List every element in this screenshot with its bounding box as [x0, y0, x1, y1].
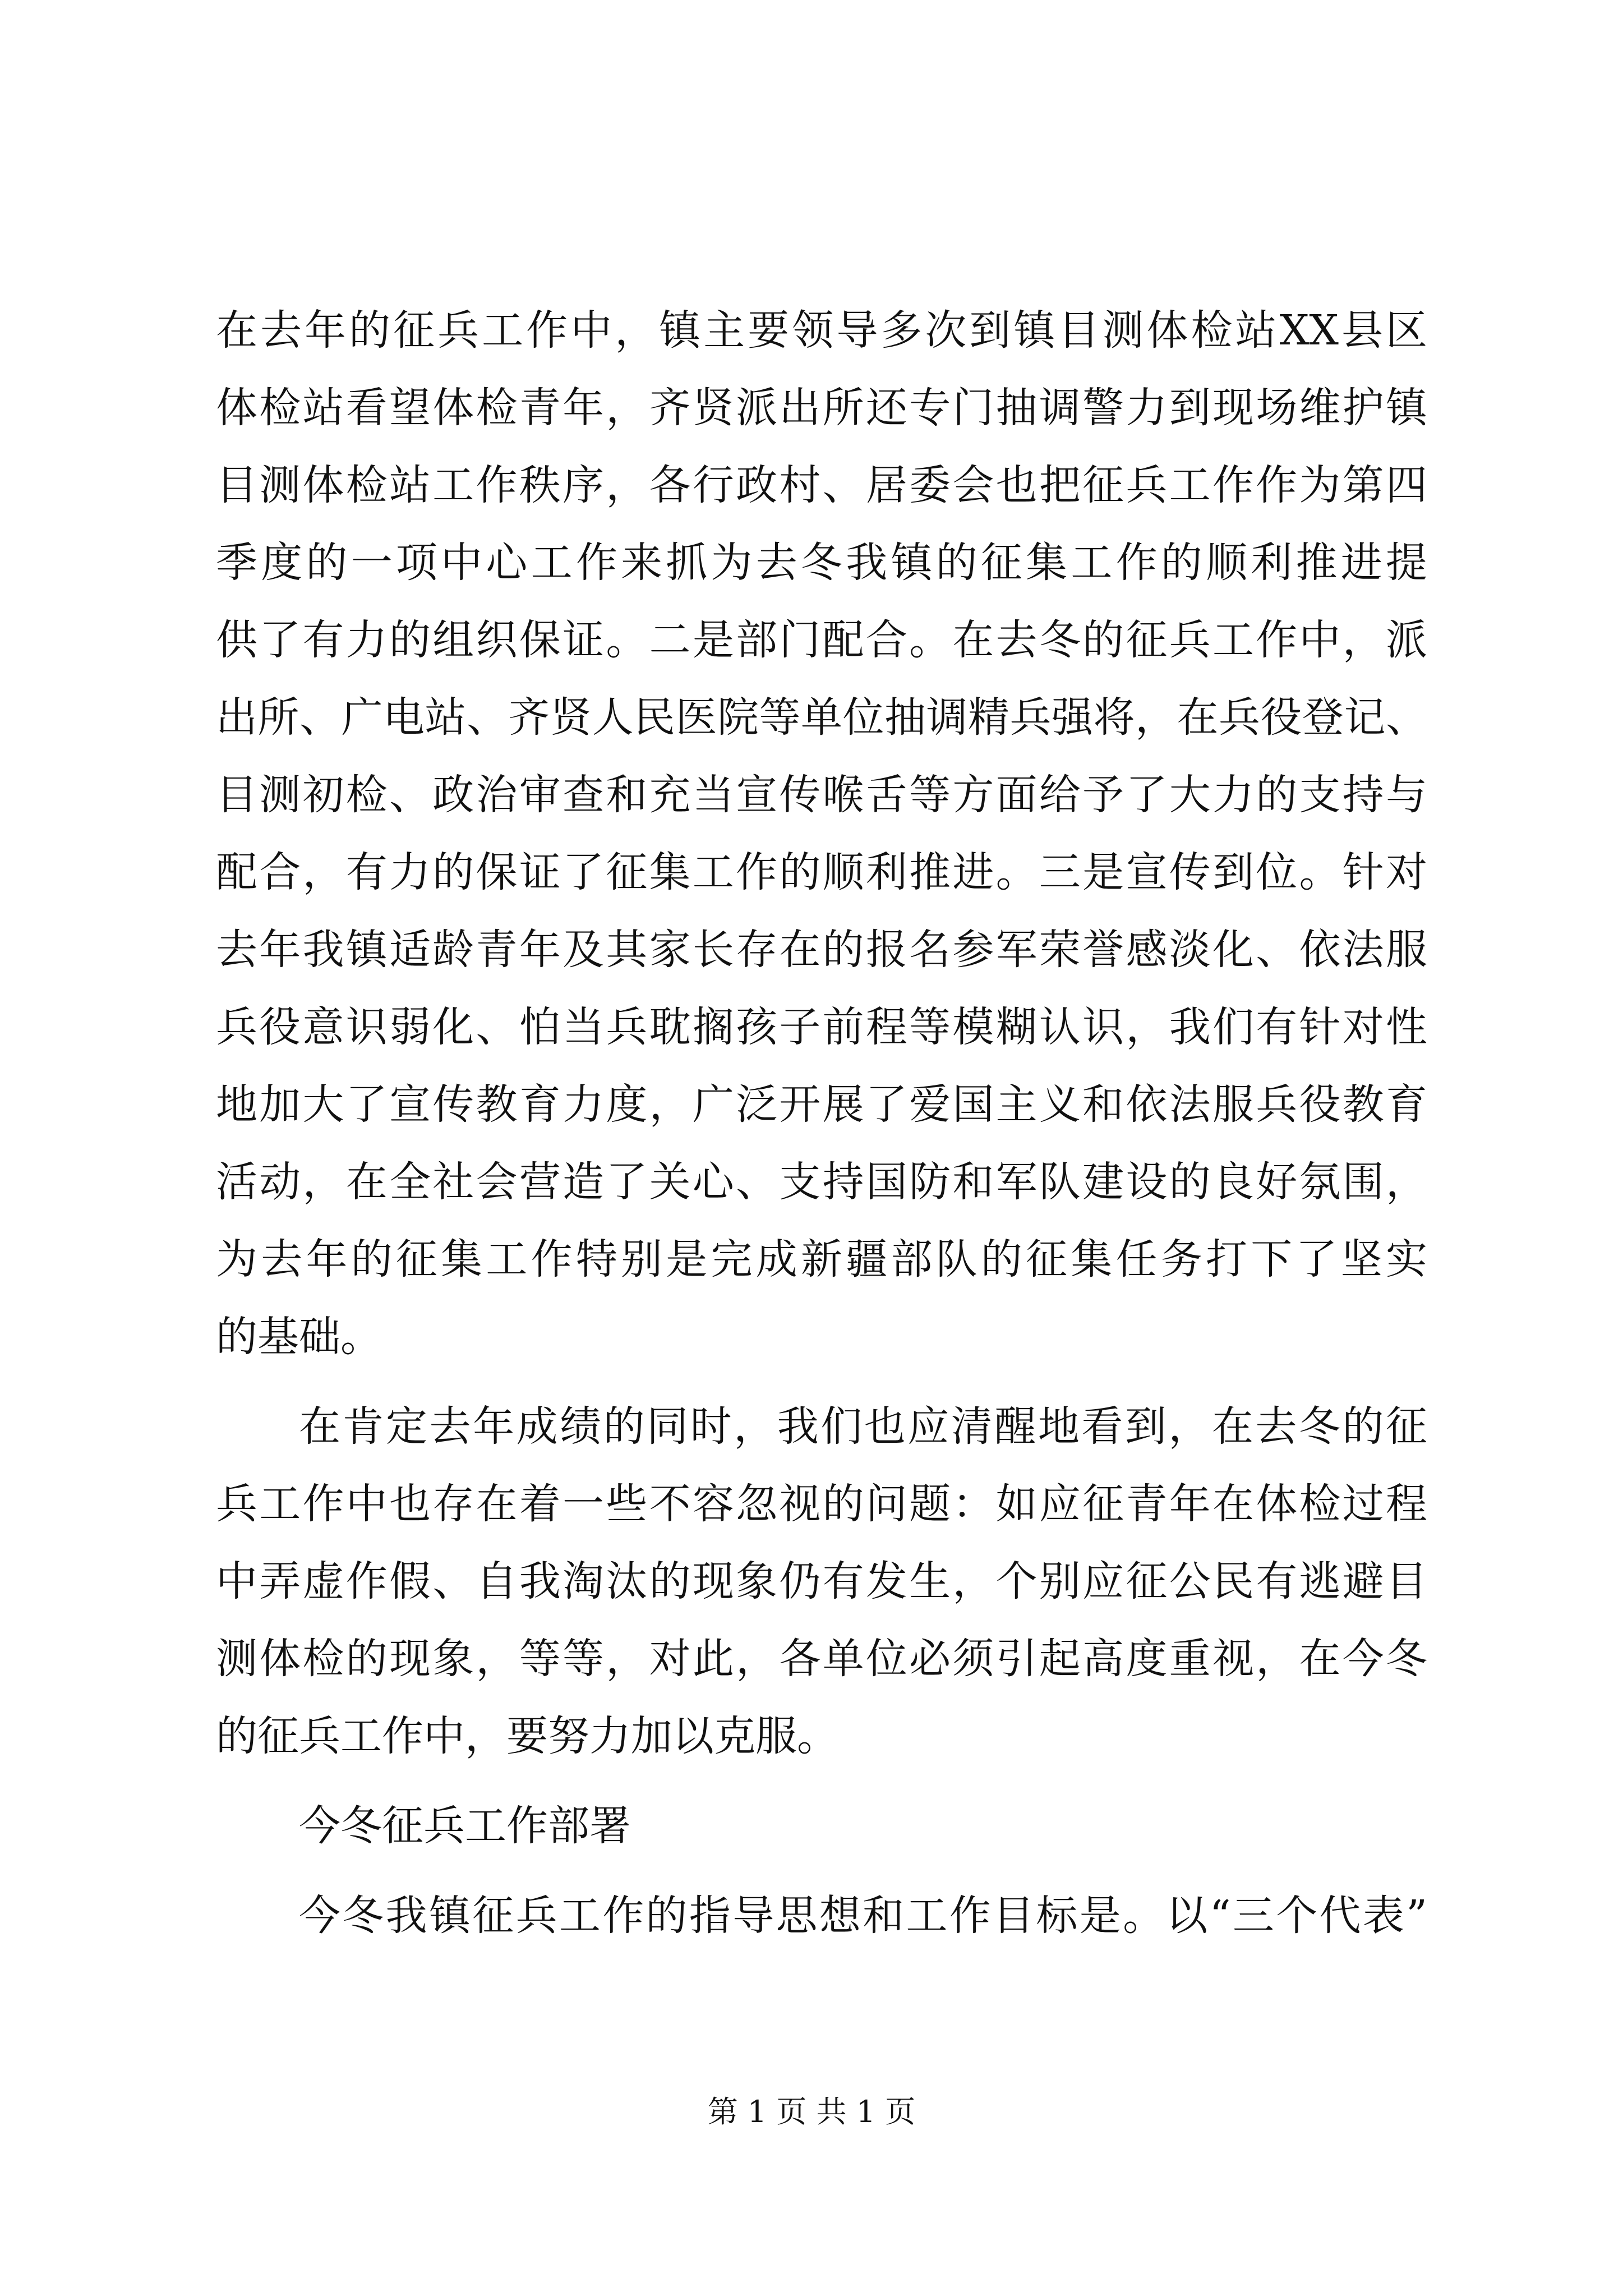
text-line: 配合，有力的保证了征集工作的顺利推进。三是宣传到位。针对	[216, 848, 1427, 896]
document-body	[216, 292, 1427, 1954]
text-line: 的征兵工作中，要努力加以克服。	[216, 1712, 838, 1760]
paragraph-1	[216, 292, 1427, 1375]
text-line: 的基础。	[216, 1313, 382, 1361]
text-line: 活动，在全社会营造了关心、支持国防和军队建设的良好氛围，	[216, 1158, 1427, 1206]
text-line: 出所、广电站、齐贤人民医院等单位抽调精兵强将，在兵役登记、	[216, 693, 1427, 742]
text-line: 在肯定去年成绩的同时，我们也应清醒地看到，在去冬的征	[299, 1402, 1427, 1451]
text-line: 供了有力的组织保证。二是部门配合。在去冬的征兵工作中，派	[216, 616, 1427, 664]
paragraph-spacer	[216, 1375, 1427, 1388]
section-heading: 今冬征兵工作部署	[299, 1802, 631, 1850]
paragraph-2	[216, 1388, 1427, 1775]
text-line: 兵役意识弱化、怕当兵耽搁孩子前程等模糊认识，我们有针对性	[216, 1003, 1427, 1051]
text-line: 为去年的征集工作特别是完成新疆部队的征集任务打下了坚实	[216, 1235, 1427, 1283]
text-line: 去年我镇适龄青年及其家长存在的报名参军荣誉感淡化、依法服	[216, 926, 1427, 974]
text-line: 今冬我镇征兵工作的指导思想和工作目标是。以“三个代表”	[299, 1892, 1427, 1940]
page-number: 第 1 页 共 1 页	[707, 2094, 916, 2129]
text-line: 测体检的现象，等等，对此，各单位必须引起高度重视，在今冬	[216, 1635, 1427, 1683]
text-line: 地加大了宣传教育力度，广泛开展了爱国主义和依法服兵役教育	[216, 1080, 1427, 1129]
paragraph-spacer	[216, 1775, 1427, 1787]
text-line: 季度的一项中心工作来抓为去冬我镇的征集工作的顺利推进提	[216, 539, 1427, 587]
text-line: 兵工作中也存在着一些不容忽视的问题：如应征青年在体检过程	[216, 1480, 1427, 1528]
text-line: 目测体检站工作秩序，各行政村、居委会也把征兵工作作为第四	[216, 461, 1427, 509]
page-footer	[0, 2092, 1623, 2132]
text-line: 体检站看望体检青年，齐贤派出所还专门抽调警力到现场维护镇	[216, 384, 1427, 432]
text-line: 中弄虚作假、自我淘汰的现象仍有发生，个别应征公民有逃避目	[216, 1557, 1427, 1605]
paragraph-spacer	[216, 1865, 1427, 1877]
text-line: 目测初检、政治审查和充当宣传喉舌等方面给予了大力的支持与	[216, 771, 1427, 819]
text-line: 在去年的征兵工作中，镇主要领导多次到镇目测体检站XX县区	[216, 306, 1427, 355]
paragraph-3	[216, 1877, 1427, 1954]
